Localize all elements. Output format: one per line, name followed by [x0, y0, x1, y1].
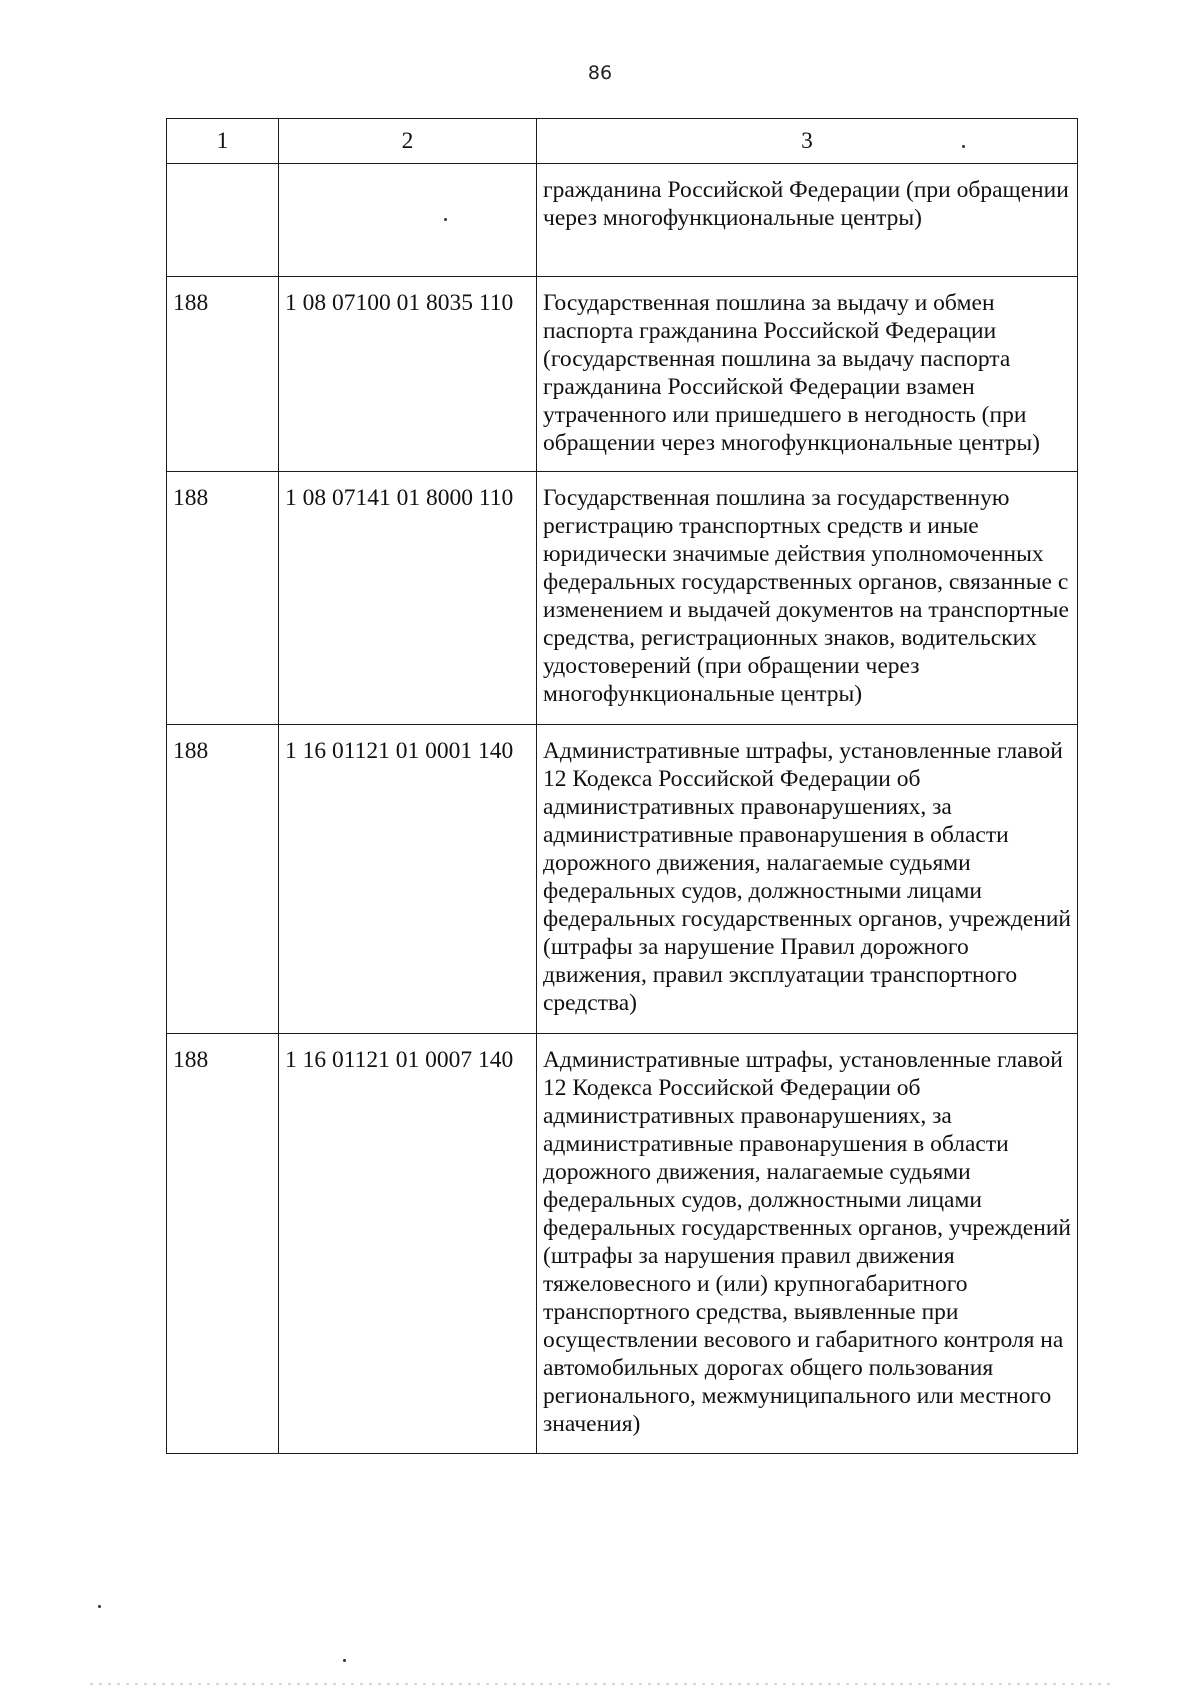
revenue-codes-table — [166, 118, 1078, 1454]
table-header-row — [167, 119, 1078, 164]
admin-code-cell: 188 — [167, 725, 279, 1034]
description-cell: Государственная пошлина за выдачу и обмен паспорта гражданина Российской Федерации (государственная пошлина за выдачу паспорта гражданина Российской Федерации взамен утраченного или пришедшего в негодность (при обращении через многофункциональные центры) — [537, 277, 1078, 472]
budget-code-cell — [279, 164, 537, 277]
description-cell: гражданина Российской Федерации (при обращении через многофункциональные центры) — [537, 164, 1078, 277]
admin-code-cell: 188 — [167, 472, 279, 725]
admin-code-cell: 188 — [167, 1034, 279, 1454]
scan-speck — [98, 1605, 101, 1608]
admin-code-cell: 188 — [167, 277, 279, 472]
scan-speck — [444, 218, 447, 221]
description-cell: Государственная пошлина за государственную регистрацию транспортных средств и иные юридически значимые действия уполномоченных федеральных государственных органов, связанные с изменением и выдачей документов на транспортные средства, регистрационных знаков, водительских удостоверений (при обращении через многофункциональные центры) — [537, 472, 1078, 725]
column-header-2: 2 — [279, 119, 537, 164]
scan-speck — [962, 145, 965, 148]
scan-speck — [343, 1659, 346, 1662]
scan-noise-line — [90, 1683, 1110, 1685]
budget-code-cell: 1 08 07141 01 8000 110 — [279, 472, 537, 725]
page-number: 86 — [587, 62, 613, 84]
budget-code-cell: 1 16 01121 01 0001 140 — [279, 725, 537, 1034]
description-cell: Административные штрафы, установленные главой 12 Кодекса Российской Федерации об административных правонарушениях, за административные правонарушения в области дорожного движения, налагаемые судьями федеральных судов, должностными лицами федеральных государственных органов, учреждений (штрафы за нарушение Правил дорожного движения, правил эксплуатации транспортного средства) — [537, 725, 1078, 1034]
table-row — [167, 472, 1078, 725]
table-row — [167, 164, 1078, 277]
table-row — [167, 725, 1078, 1034]
admin-code-cell — [167, 164, 279, 277]
budget-code-cell: 1 08 07100 01 8035 110 — [279, 277, 537, 472]
budget-code-cell: 1 16 01121 01 0007 140 — [279, 1034, 537, 1454]
column-header-1: 1 — [167, 119, 279, 164]
column-header-3: 3 — [537, 119, 1078, 164]
table-row — [167, 1034, 1078, 1454]
description-cell: Административные штрафы, установленные главой 12 Кодекса Российской Федерации об административных правонарушениях, за административные правонарушения в области дорожного движения, налагаемые судьями федеральных судов, должностными лицами федеральных государственных органов, учреждений (штрафы за нарушения правил движения тяжеловесного и (или) крупногабаритного транспортного средства, выявленные при осуществлении весового и габаритного контроля на автомобильных дорогах общего пользования регионального, межмуниципального или местного значения) — [537, 1034, 1078, 1454]
table-row — [167, 277, 1078, 472]
